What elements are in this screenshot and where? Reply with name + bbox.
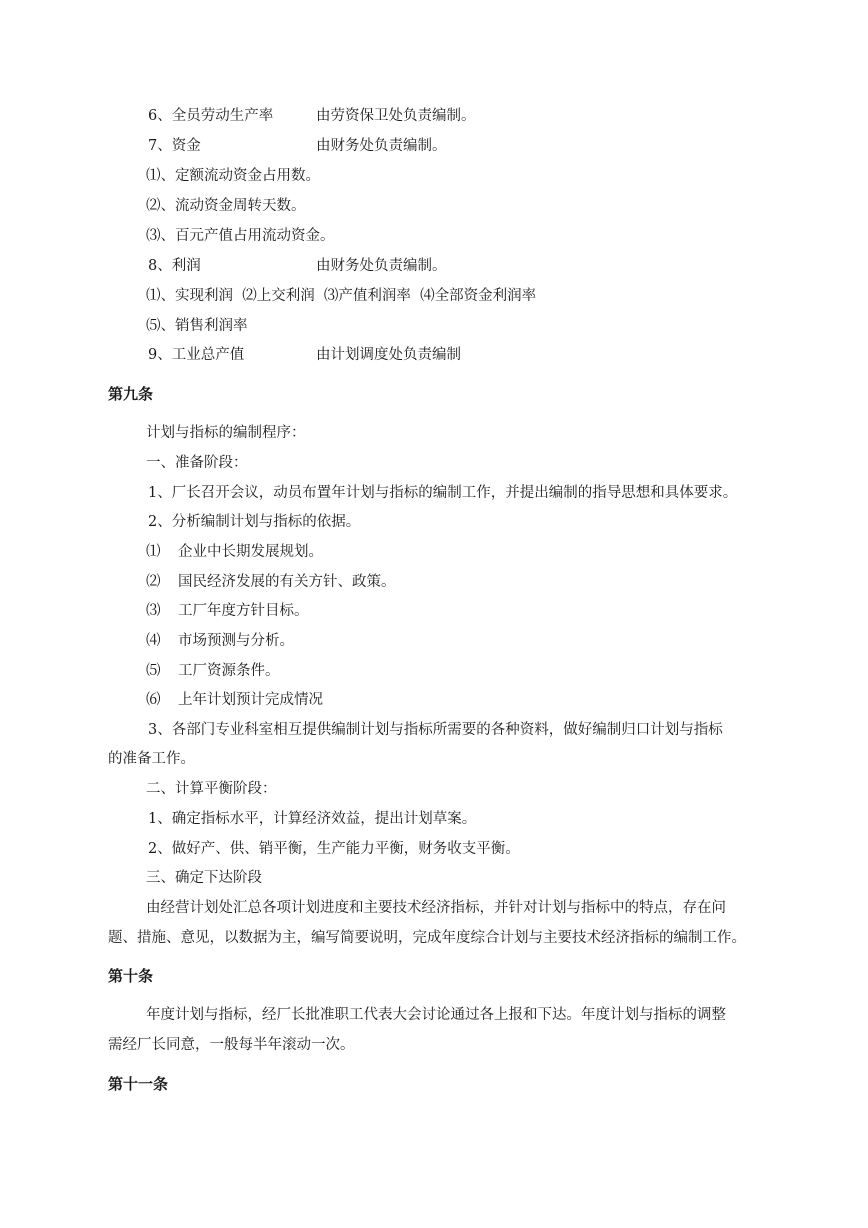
item-9-desc: 由计划调度处负责编制 <box>316 347 461 363</box>
fund-sub-2: ⑵、流动资金周转天数。 <box>146 198 306 214</box>
stage-1-item-3-line-1: 3、各部门专业科室相互提供编制计划与指标所需要的各种资料，做好编制归口计划与指标 <box>148 722 723 738</box>
stage-1-title: 一、准备阶段： <box>146 455 248 471</box>
basis-num-4: ⑷ <box>146 633 161 649</box>
item-9-label: 9、工业总产值 <box>148 347 245 363</box>
item-7-desc: 由财务处负责编制。 <box>316 138 447 154</box>
article-10-para-line-1: 年度计划与指标，经厂长批准职工代表大会讨论通过各上报和下达。年度计划与指标的调整 <box>146 1007 726 1023</box>
stage-2-item-1: 1、确定指标水平，计算经济效益，提出计划草案。 <box>148 811 477 827</box>
basis-text-2: 国民经济发展的有关方针、政策。 <box>178 574 396 590</box>
item-6-desc: 由劳资保卫处负责编制。 <box>316 108 476 124</box>
stage-1-item-1: 1、厂长召开会议，动员布置年计划与指标的编制工作，并提出编制的指导思想和具体要求。 <box>148 485 738 501</box>
fund-sub-3: ⑶、百元产值占用流动资金。 <box>146 228 335 244</box>
stage-1-item-2: 2、分析编制计划与指标的依据。 <box>148 514 361 530</box>
article-10-heading: 第十条 <box>108 967 154 985</box>
stage-2-title: 二、计算平衡阶段： <box>146 781 277 797</box>
article-9-intro: 计划与指标的编制程序： <box>146 425 306 441</box>
stage-3-para-line-2: 题、措施、意见，以数据为主，编写简要说明，完成年度综合计划与主要技术经济指标的编制工作。 <box>108 930 746 946</box>
basis-num-1: ⑴ <box>146 544 161 560</box>
stage-2-item-2: 2、做好产、供、销平衡，生产能力平衡，财务收支平衡。 <box>148 841 520 857</box>
basis-num-2: ⑵ <box>146 574 161 590</box>
profit-sub-line-2: ⑸、销售利润率 <box>146 318 248 334</box>
item-8-desc: 由财务处负责编制。 <box>316 258 447 274</box>
basis-num-3: ⑶ <box>146 603 161 619</box>
basis-num-6: ⑹ <box>146 692 161 708</box>
basis-text-3: 工厂年度方针目标。 <box>178 603 309 619</box>
item-6-label: 6、全员劳动生产率 <box>148 108 274 124</box>
basis-num-5: ⑸ <box>146 663 161 679</box>
stage-3-para-line-1: 由经营计划处汇总各项计划进度和主要技术经济指标，并针对计划与指标中的特点，存在问 <box>146 900 726 916</box>
basis-text-5: 工厂资源条件。 <box>178 663 280 679</box>
article-11-heading: 第十一条 <box>108 1075 169 1093</box>
basis-text-1: 企业中长期发展规划。 <box>178 544 323 560</box>
item-8-label: 8、利润 <box>148 258 201 274</box>
basis-text-6: 上年计划预计完成情况 <box>178 692 323 708</box>
profit-sub-line-1: ⑴、实现利润 ⑵上交利润 ⑶产值利润率 ⑷全部资金利润率 <box>146 288 537 304</box>
article-9-heading: 第九条 <box>108 385 154 403</box>
stage-1-item-3-line-2: 的准备工作。 <box>108 751 195 767</box>
fund-sub-1: ⑴、定额流动资金占用数。 <box>146 168 320 184</box>
item-7-label: 7、资金 <box>148 138 201 154</box>
article-10-para-line-2: 需经厂长同意，一般每半年滚动一次。 <box>108 1037 355 1053</box>
stage-3-title: 三、确定下达阶段 <box>146 870 262 886</box>
basis-text-4: 市场预测与分析。 <box>178 633 294 649</box>
